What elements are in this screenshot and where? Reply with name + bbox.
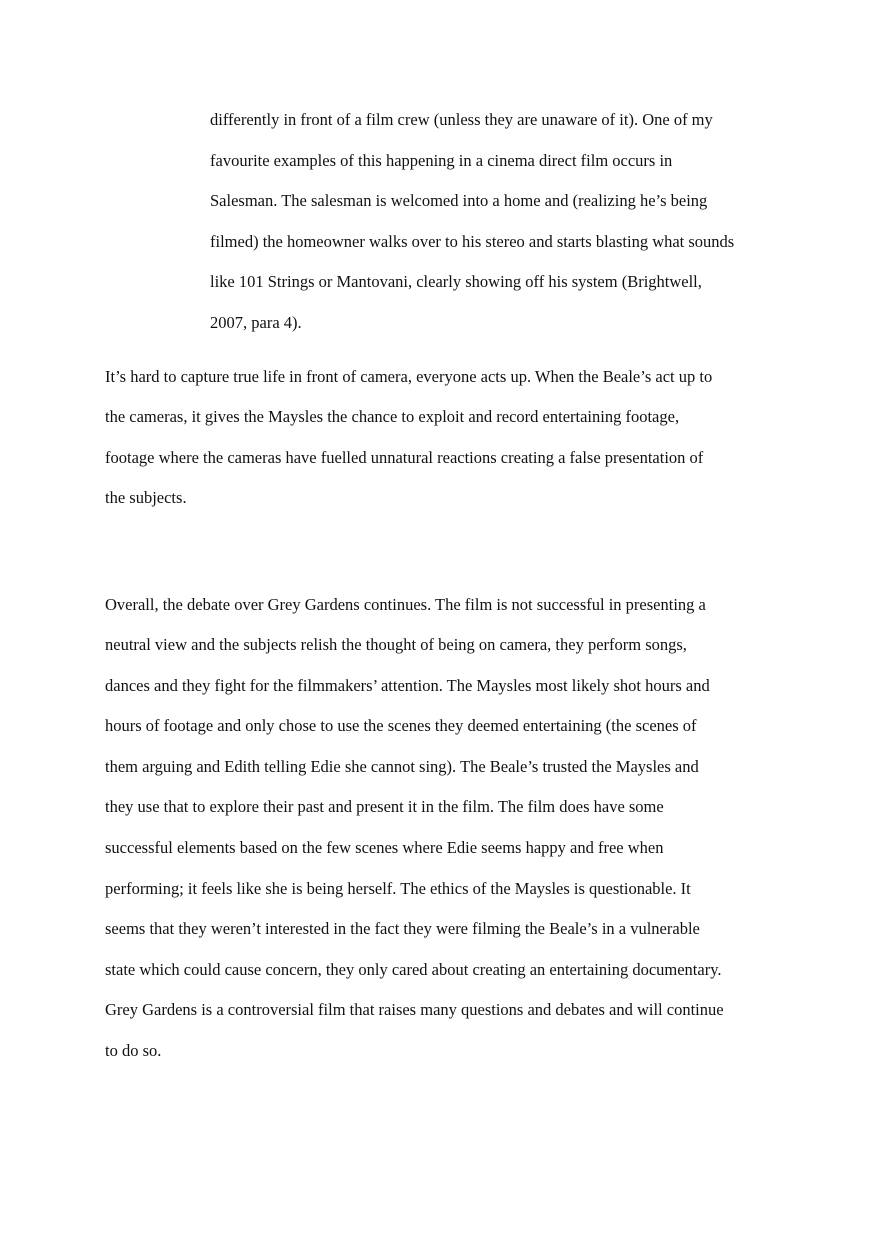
paragraph-line: successful elements based on the few scenes where Edie seems happy and free when: [105, 838, 664, 857]
paragraph-line: neutral view and the subjects relish the thought of being on camera, they perform songs,: [105, 635, 687, 654]
paragraph-line: to do so.: [105, 1041, 162, 1060]
paragraph-line: Overall, the debate over Grey Gardens continues. The film is not successful in presenting a: [105, 595, 706, 614]
paragraph-line: them arguing and Edith telling Edie she cannot sing). The Beale’s trusted the Maysles and: [105, 757, 699, 776]
paragraph-line: It’s hard to capture true life in front of camera, everyone acts up. When the Beale’s act up to: [105, 367, 713, 386]
paragraph-line: the cameras, it gives the Maysles the chance to exploit and record entertaining footage,: [105, 407, 680, 426]
paragraph-line: seems that they weren’t interested in the fact they were filming the Beale’s in a vulnerable: [105, 919, 700, 938]
paragraph-line: Grey Gardens is a controversial film that raises many questions and debates and will continue: [105, 1000, 724, 1019]
paragraph-line: dances and they fight for the filmmakers’ attention. The Maysles most likely shot hours and: [105, 676, 710, 695]
quote-line: filmed) the homeowner walks over to his stereo and starts blasting what sounds: [210, 232, 735, 251]
paragraph-line: they use that to explore their past and present it in the film. The film does have some: [105, 797, 664, 816]
paragraph-line: performing; it feels like she is being herself. The ethics of the Maysles is questionable. It: [105, 879, 691, 898]
paragraph-line: the subjects.: [105, 488, 187, 507]
paragraph-line: footage where the cameras have fuelled unnatural reactions creating a false presentation of: [105, 448, 704, 467]
paragraph-line: hours of footage and only chose to use the scenes they deemed entertaining (the scenes of: [105, 716, 697, 735]
quote-line: favourite examples of this happening in a cinema direct film occurs in: [210, 151, 673, 170]
quote-line: differently in front of a film crew (unless they are unaware of it). One of my: [210, 110, 713, 129]
quote-line: like 101 Strings or Mantovani, clearly showing off his system (Brightwell,: [210, 272, 702, 291]
paragraph-line: state which could cause concern, they only cared about creating an entertaining documentary.: [105, 960, 722, 979]
quote-line: 2007, para 4).: [210, 313, 302, 332]
quote-line: Salesman. The salesman is welcomed into a home and (realizing he’s being: [210, 191, 708, 210]
